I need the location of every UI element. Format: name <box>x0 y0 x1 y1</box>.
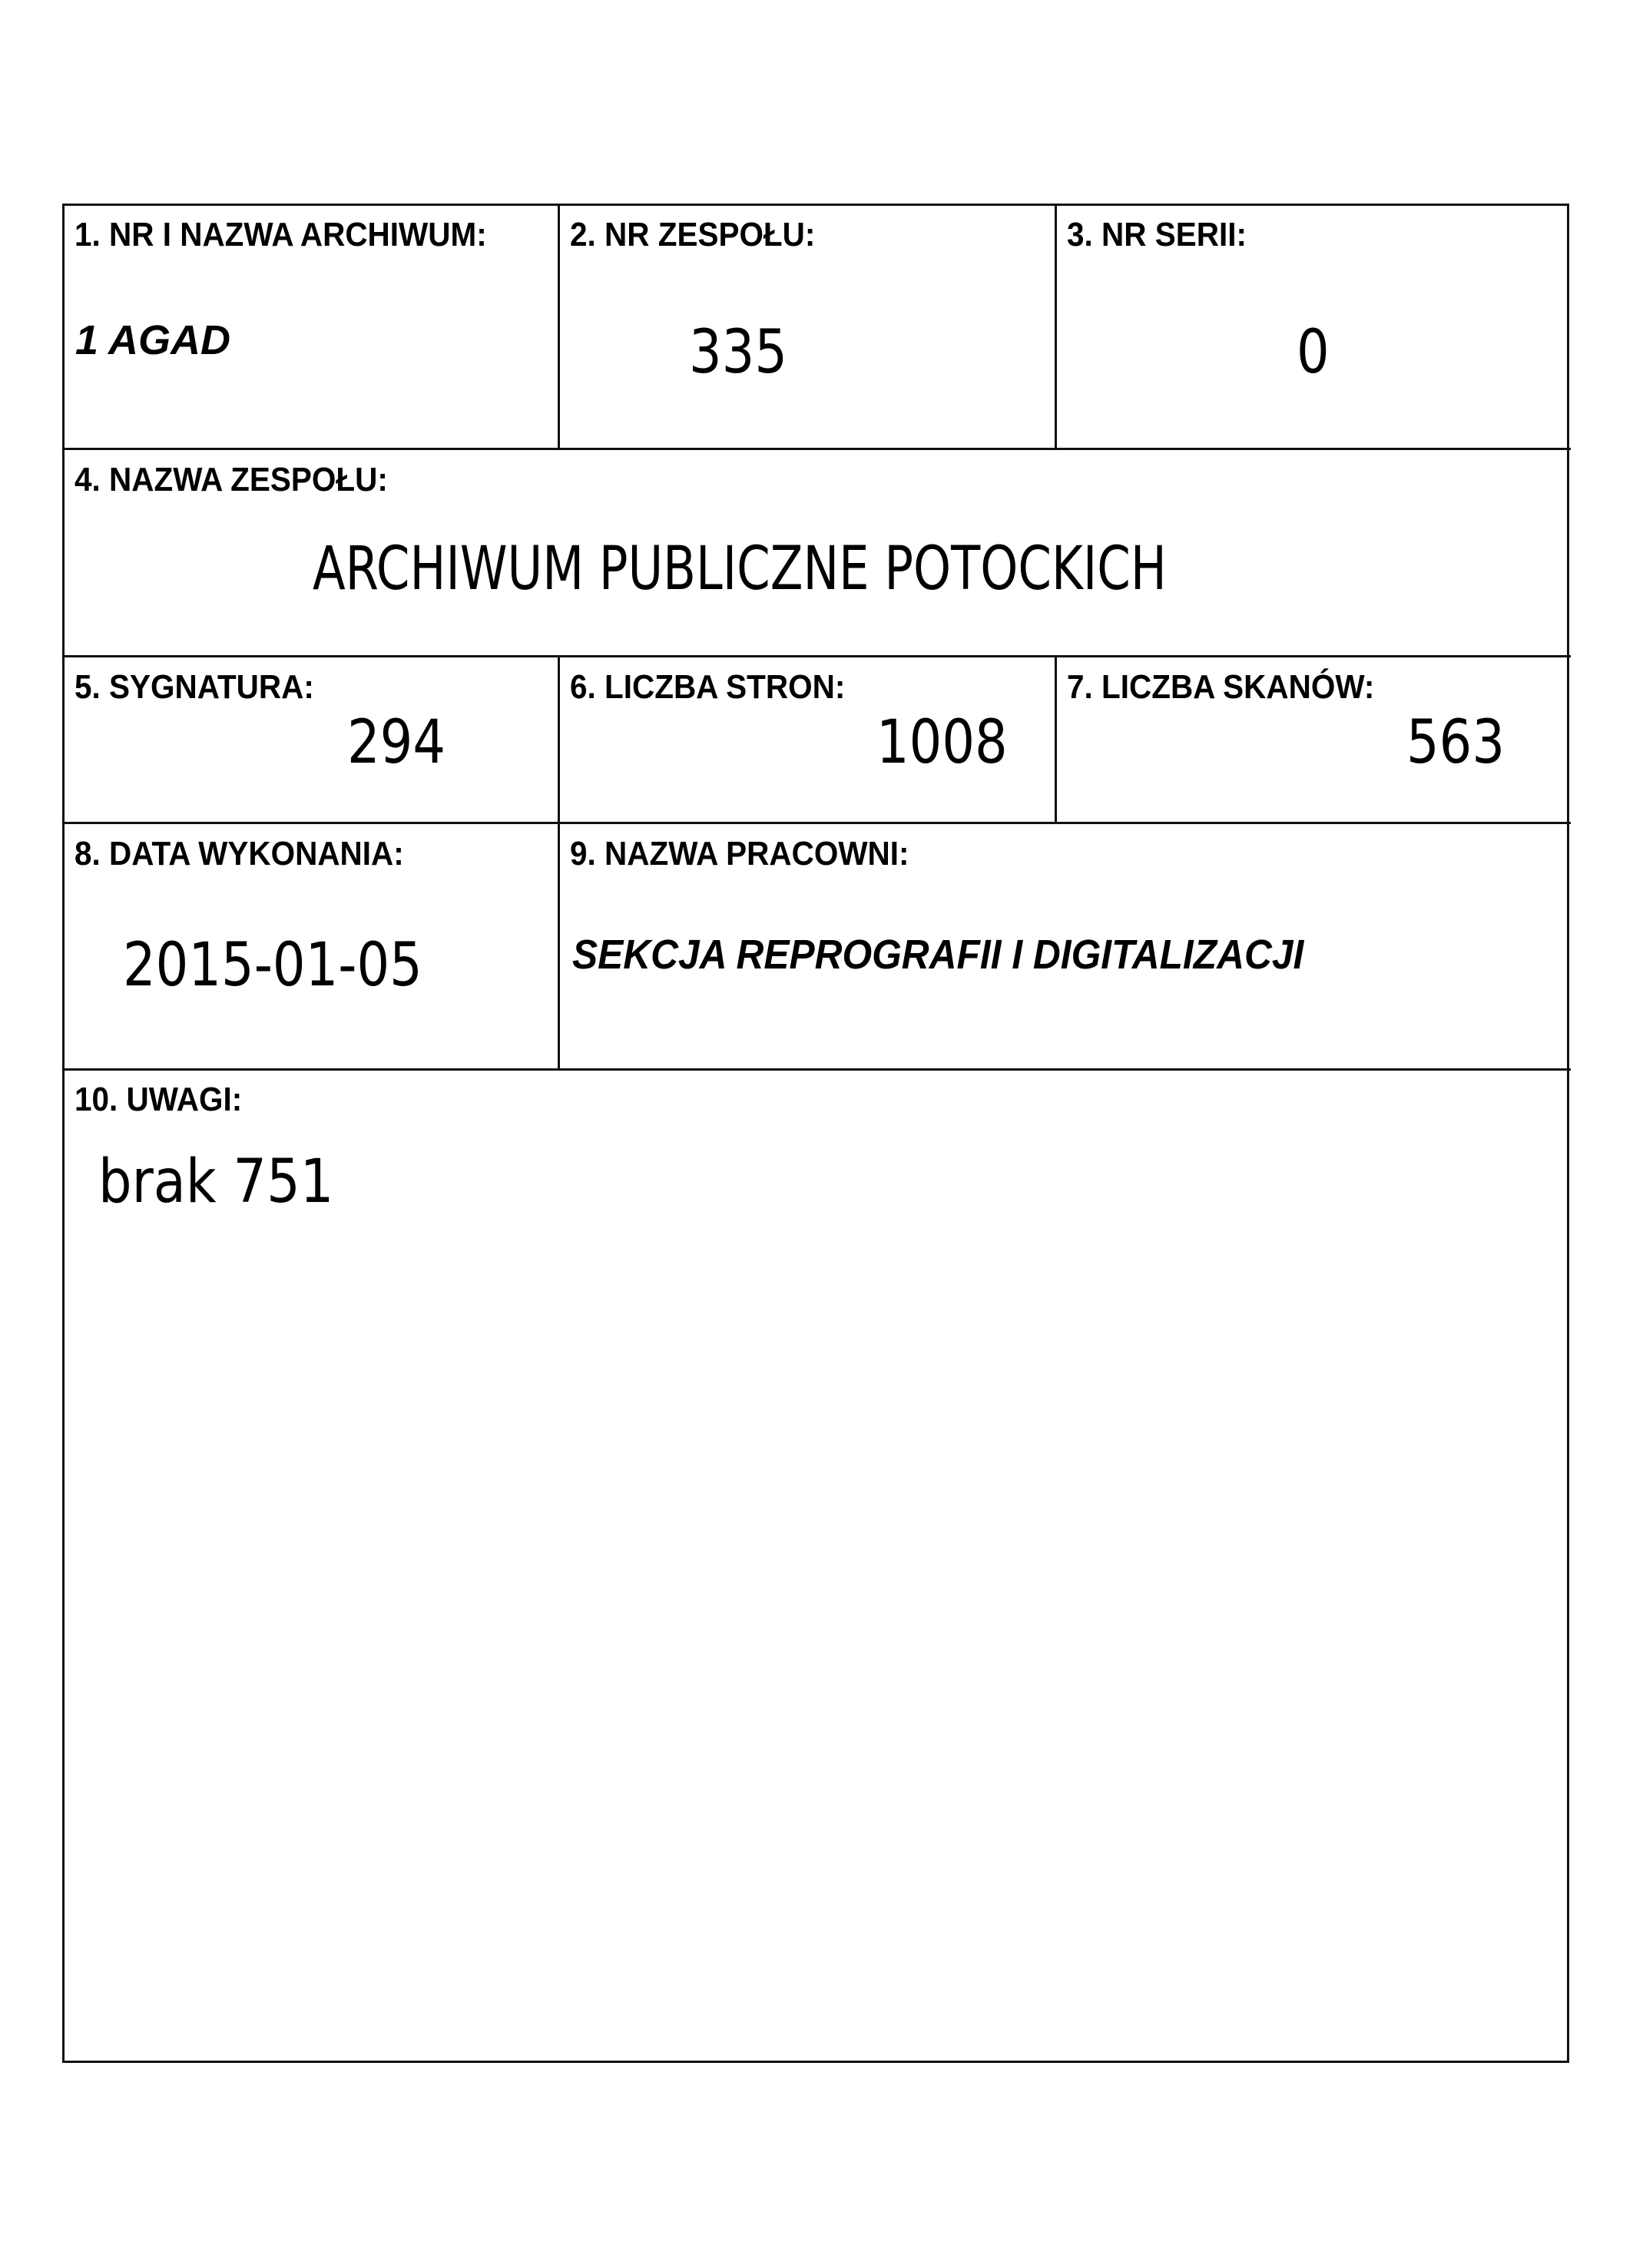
row-divider <box>62 655 1571 657</box>
column-divider <box>1055 655 1057 823</box>
row-divider <box>62 448 1571 450</box>
column-divider <box>1055 204 1057 449</box>
fond-name-label: 4. NAZWA ZESPOŁU: <box>75 461 388 498</box>
remarks-label: 10. UWAGI: <box>75 1081 243 1118</box>
page-count-value: 1008 <box>876 708 1008 777</box>
signature-value: 294 <box>347 708 446 777</box>
column-divider <box>558 204 560 449</box>
workshop-label: 9. NAZWA PRACOWNI: <box>570 835 909 872</box>
signature-label: 5. SYGNATURA: <box>75 668 314 706</box>
date-label: 8. DATA WYKONANIA: <box>75 835 404 872</box>
remarks-value: brak 751 <box>98 1147 334 1217</box>
row-divider <box>62 1068 1571 1071</box>
date-value: 2015-01-05 <box>123 931 422 1000</box>
fond-name-value: ARCHIWUM PUBLICZNE POTOCKICH <box>313 535 1167 604</box>
fond-number-value: 335 <box>689 318 788 387</box>
scan-count-value: 563 <box>1406 708 1505 777</box>
archive-value: 1 AGAD <box>75 317 231 363</box>
workshop-value: SEKCJA REPROGRAFII I DIGITALIZACJI <box>572 932 1304 978</box>
scan-count-label: 7. LICZBA SKANÓW: <box>1067 668 1375 706</box>
row-divider <box>62 822 1571 824</box>
column-divider <box>558 655 560 1070</box>
fond-number-label: 2. NR ZESPOŁU: <box>570 216 816 253</box>
archive-label: 1. NR I NAZWA ARCHIWUM: <box>75 216 487 253</box>
series-number-label: 3. NR SERII: <box>1067 216 1247 253</box>
series-number-value: 0 <box>1297 318 1330 387</box>
page-count-label: 6. LICZBA STRON: <box>570 668 846 706</box>
